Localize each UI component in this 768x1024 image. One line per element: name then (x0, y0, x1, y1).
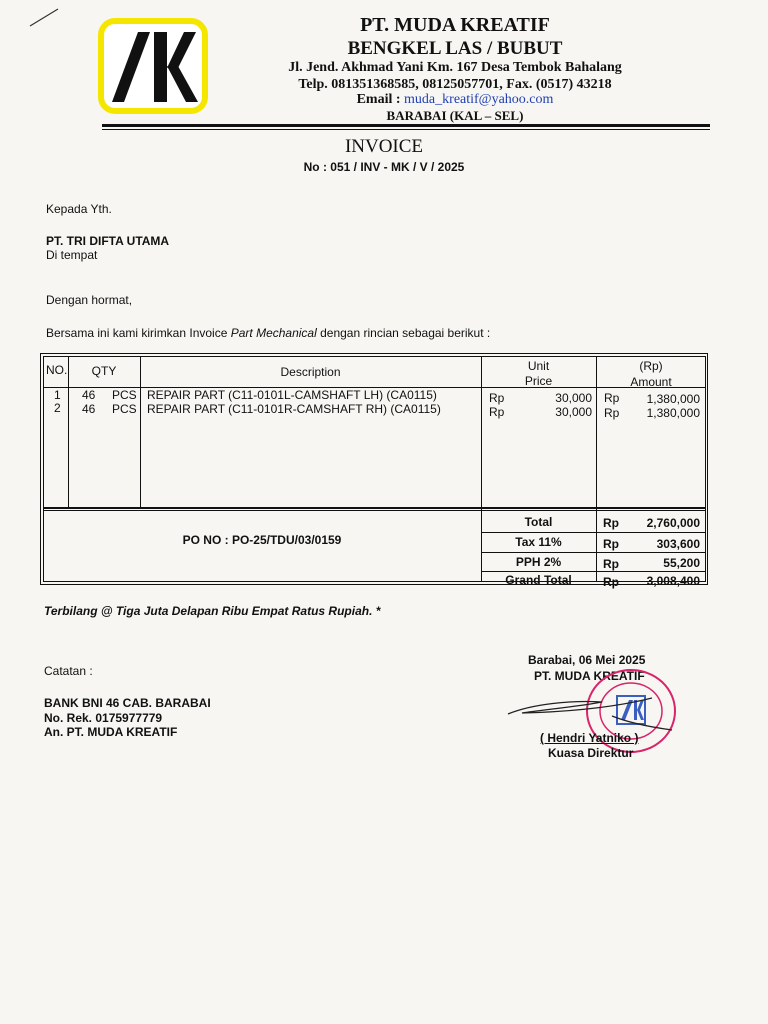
grand-total-currency: Rp (603, 575, 619, 589)
recipient-location: Di tempat (46, 248, 98, 262)
invoice-number: No : 051 / INV - MK / V / 2025 (303, 160, 465, 174)
pph-currency: Rp (603, 557, 619, 571)
place-date: Barabai, 06 Mei 2025 (528, 653, 646, 667)
intro-text (46, 326, 490, 340)
pph-label: PPH 2% (515, 555, 562, 569)
total-sep-2 (481, 552, 705, 553)
salutation: Dengan hormat, (46, 293, 133, 307)
th-price: Price (524, 374, 553, 388)
recipient-greeting: Kepada Yth. (46, 202, 112, 216)
th-amount: Amount (630, 375, 672, 389)
th-unit: Unit (527, 359, 550, 373)
tax-label: Tax 11% (515, 535, 562, 549)
header-rule-thick (102, 124, 710, 127)
logo-bar (154, 32, 167, 102)
bank-name: BANK BNI 46 CAB. BARABAI (44, 696, 211, 710)
pph-value: 55,200 (663, 556, 700, 570)
po-number: PO NO : PO-25/TDU/03/0159 (182, 533, 342, 547)
company-logo (98, 18, 208, 114)
recipient-name: PT. TRI DIFTA UTAMA (46, 234, 170, 248)
company-address: Jl. Jend. Akhmad Yani Km. 167 Desa Tembok Bahalang (288, 60, 622, 75)
grand-total-value: 3,008,400 (646, 574, 700, 588)
signature-company: PT. MUDA KREATIF (534, 669, 645, 683)
total-label: Total (524, 515, 553, 529)
tax-value: 303,600 (656, 537, 700, 551)
signer-title: Kuasa Direktur (548, 746, 634, 760)
row1-no: 1 (54, 388, 61, 402)
row1-price: 30,000 (555, 391, 592, 405)
table-inner-left (43, 356, 44, 582)
tax-currency: Rp (603, 537, 619, 551)
row2-amount: 1,380,000 (646, 406, 700, 420)
bank-account: No. Rek. 0175977779 (44, 711, 163, 725)
company-city: BARABAI (KAL – SEL) (386, 108, 524, 123)
row1-amount: 1,380,000 (646, 392, 700, 406)
intro-pre: Bersama ini kami kirimkan Invoice (46, 326, 231, 340)
th-qty: QTY (91, 364, 117, 378)
total-sep-1 (481, 532, 705, 533)
row1-unit: PCS (112, 388, 137, 402)
row1-amount-currency: Rp (604, 391, 620, 405)
notes-label: Catatan : (44, 664, 93, 678)
th-rp: (Rp) (639, 359, 663, 373)
row1-qty: 46 (82, 388, 96, 402)
pen-stroke-mark (28, 6, 60, 28)
invoice-title: INVOICE (344, 136, 424, 157)
row2-qty: 46 (82, 402, 96, 416)
col-line-price (596, 356, 597, 582)
row2-price: 30,000 (555, 405, 592, 419)
table-inner-right (705, 356, 706, 582)
signer-name: ( Hendri Yatniko ) (540, 731, 639, 745)
company-subtitle: BENGKEL LAS / BUBUT (347, 38, 563, 59)
row2-description: REPAIR PART (C11-0101R-CAMSHAFT RH) (CA0115) (147, 402, 441, 416)
row2-unit: PCS (112, 402, 137, 416)
bank-account-name: An. PT. MUDA KREATIF (44, 725, 178, 739)
grand-total-label: Grand Total (505, 573, 572, 587)
row2-price-currency: Rp (489, 405, 505, 419)
totals-top-line (43, 510, 705, 511)
email-label: Email : (356, 92, 401, 107)
email-link[interactable]: muda_kreatif@yahoo.com (404, 92, 554, 107)
intro-post: dengan rincian sebagai berikut : (316, 326, 491, 340)
th-no: NO. (46, 363, 68, 377)
row1-description: REPAIR PART (C11-0101L-CAMSHAFT LH) (CA0115) (147, 388, 437, 402)
col-line-no (68, 356, 69, 507)
row2-amount-currency: Rp (604, 406, 620, 420)
company-name: PT. MUDA KREATIF (360, 14, 550, 36)
total-currency: Rp (603, 516, 619, 530)
total-value: 2,760,000 (646, 516, 700, 530)
row1-price-currency: Rp (489, 391, 505, 405)
row2-no: 2 (54, 401, 61, 415)
company-phone: Telp. 081351368585, 08125057701, Fax. (0517) 43218 (298, 77, 612, 92)
amount-in-words: Terbilang @ Tiga Juta Delapan Ribu Empat Ratus Rupiah. * (44, 604, 381, 618)
intro-emphasis: Part Mechanical (230, 326, 317, 340)
company-email-line (262, 92, 648, 108)
items-bottom-line (43, 507, 705, 509)
header-rule-thin (102, 129, 710, 130)
total-sep-3 (481, 571, 705, 572)
th-description: Description (280, 365, 341, 379)
table-inner-top (43, 356, 705, 357)
